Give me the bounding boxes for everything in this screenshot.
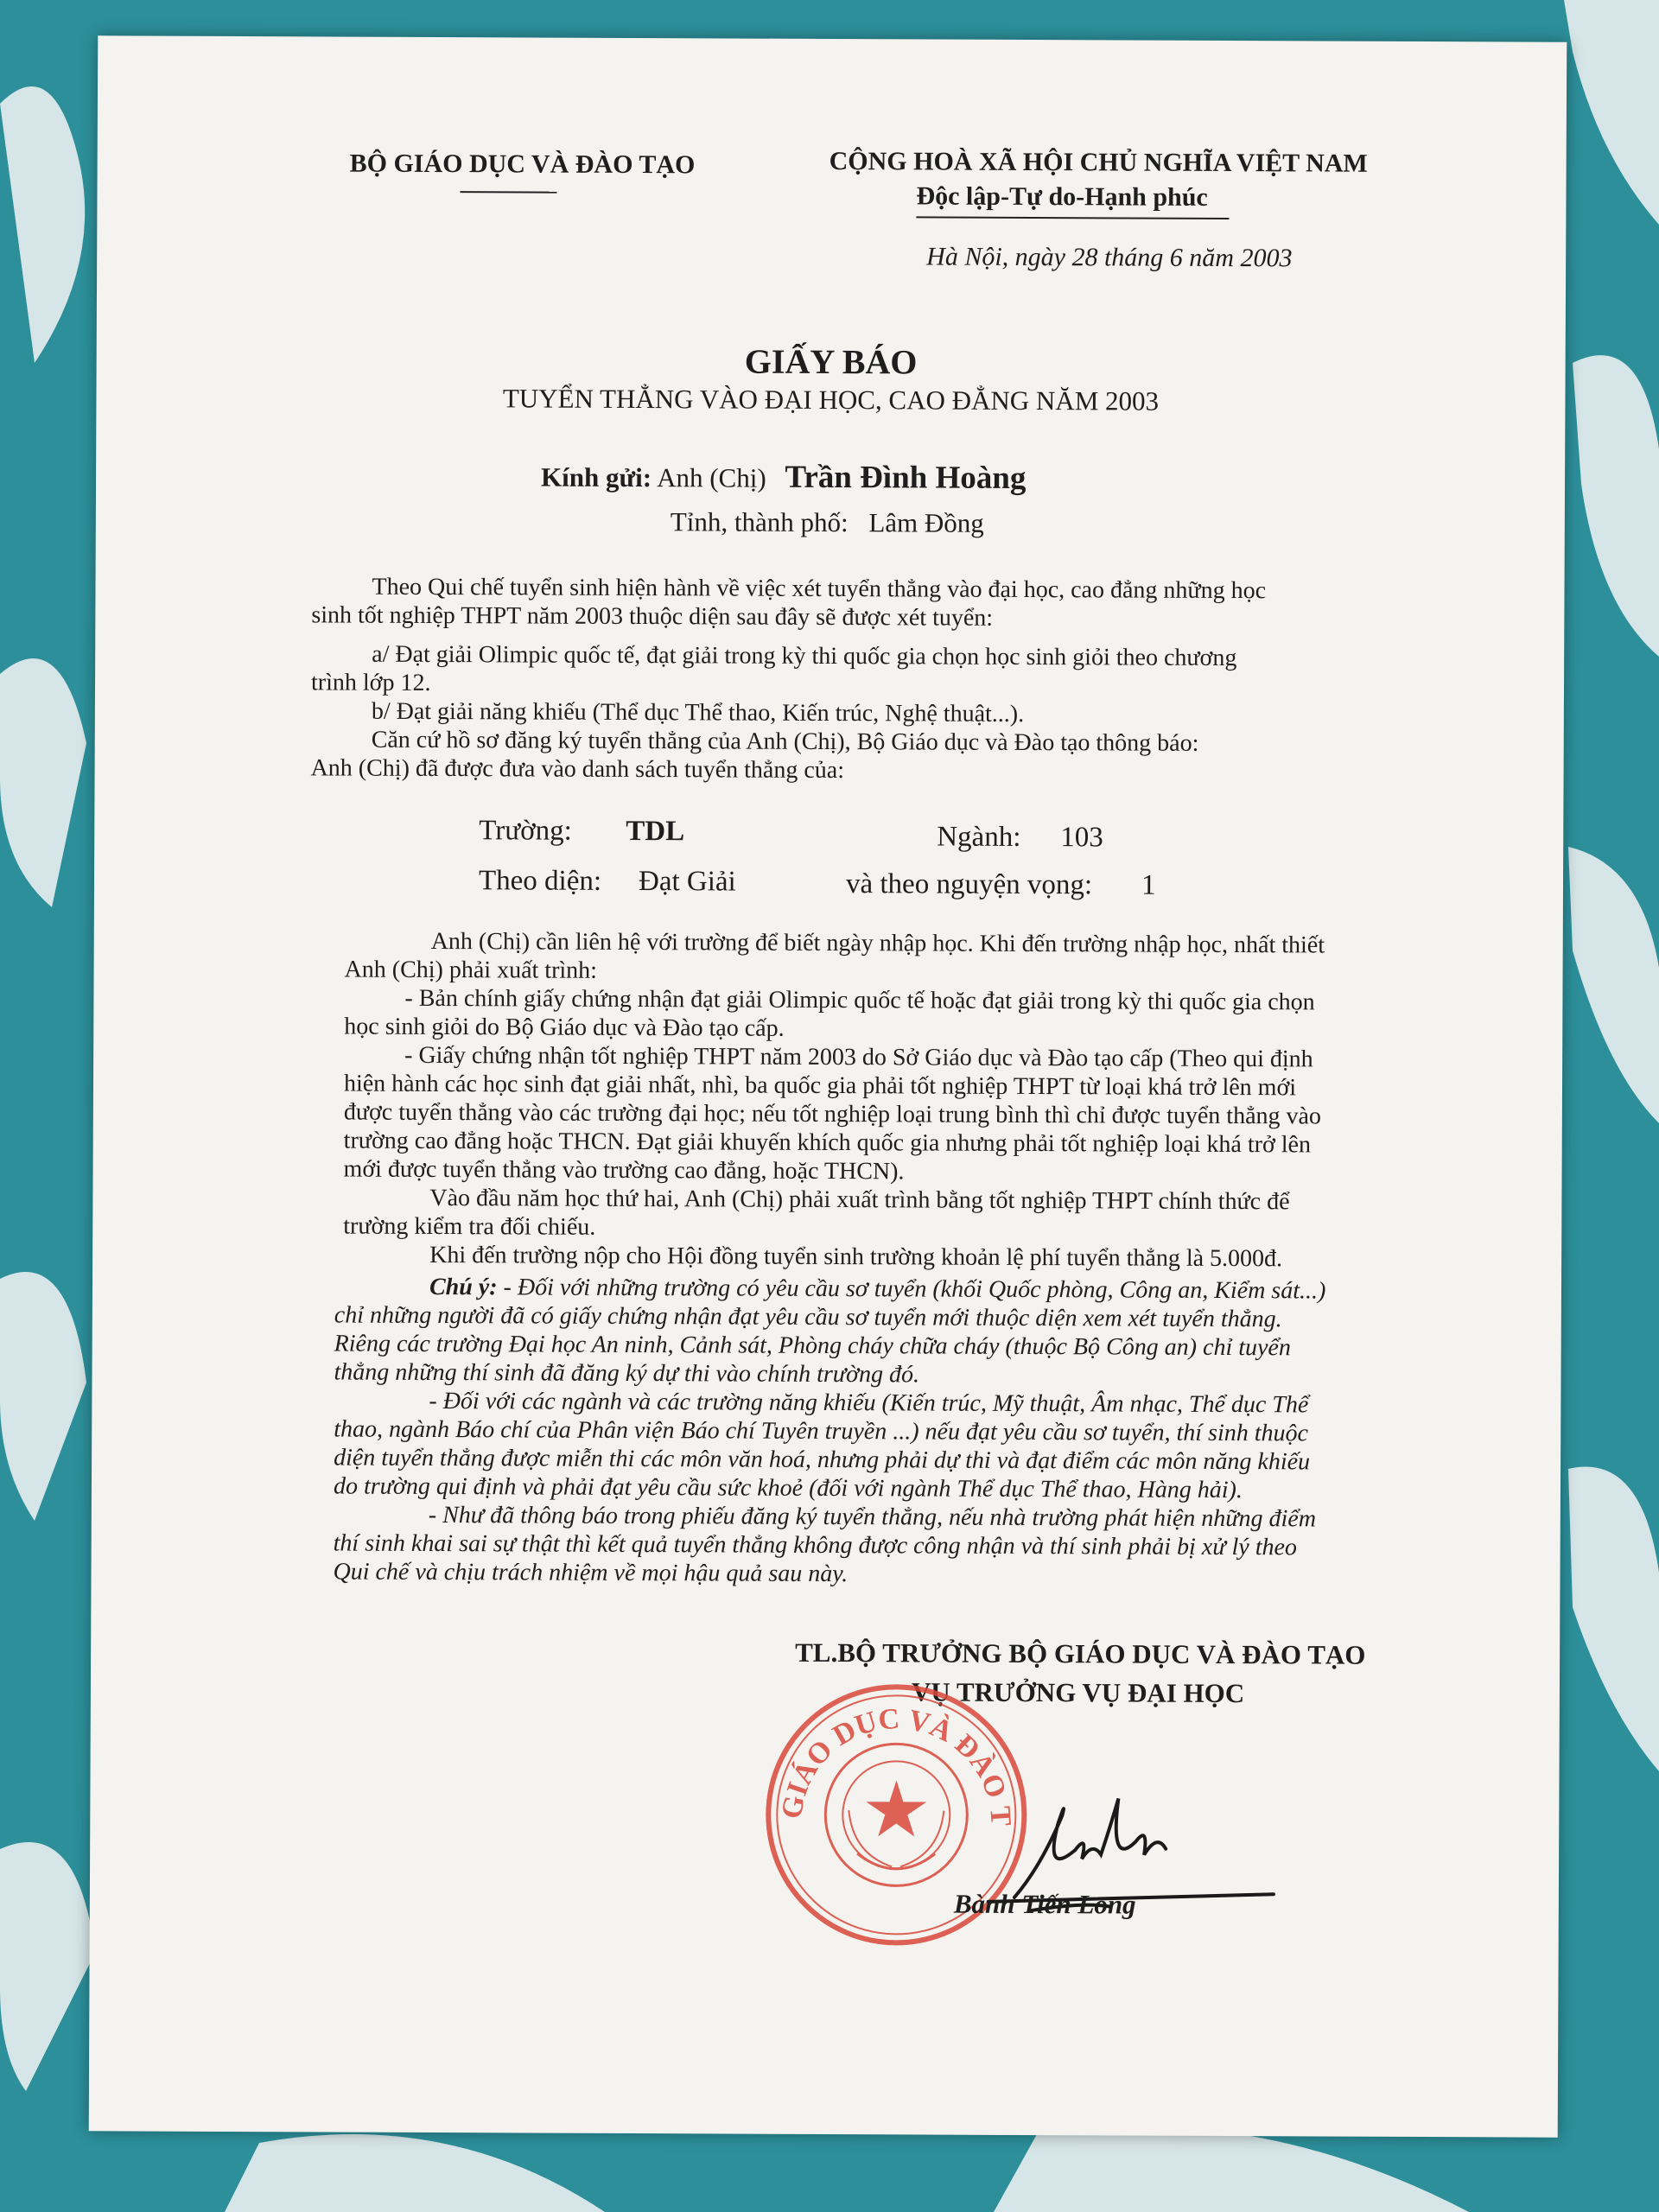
province-label: Tỉnh, thành phố: <box>670 506 849 538</box>
wish-value: 1 <box>1141 869 1156 901</box>
intro-line: Căn cứ hồ sơ đăng ký tuyển thẳng của Anh (Chị), Bộ Giáo dục và Đào tạo thông báo: <box>371 726 1199 757</box>
school-value: TDL <box>626 815 685 848</box>
body-line: trường kiểm tra đối chiếu. <box>343 1212 596 1241</box>
recipient-label: Anh (Chị) <box>657 462 766 493</box>
body-line: - Giấy chứng nhận tốt nghiệp THPT năm 2003 do Sở Giáo dục và Đào tạo cấp (Theo qui định <box>404 1041 1313 1073</box>
note-line: diện tuyển thẳng được miễn thi các môn văn hoá, nhưng phải dự thi và đạt điểm các môn năng khiếu <box>334 1444 1311 1476</box>
body-line: - Bản chính giấy chứng nhận đạt giải Olimpic quốc tế hoặc đạt giải trong kỳ thi quốc gia chọn <box>404 984 1315 1016</box>
body-line: mới được tuyển thẳng vào trường cao đẳng, hoặc THCN). <box>343 1155 905 1185</box>
intro-line: a/ Đạt giải Olimpic quốc tế, đạt giải trong kỳ thi quốc gia chọn học sinh giỏi theo chương <box>372 640 1237 672</box>
signature-title-2: VỤ TRƯỞNG VỤ ĐẠI HỌC <box>911 1676 1245 1709</box>
intro-line: b/ Đạt giải năng khiếu (Thể dục Thể thao, Kiến trúc, Nghệ thuật...). <box>371 697 1025 728</box>
note-line: Riêng các trường Đại học An ninh, Cảnh sát, Phòng cháy chữa cháy (thuộc Bộ Công an) chỉ tuyển <box>334 1330 1291 1362</box>
note-line: chỉ những người đã có giấy chứng nhận đạt yêu cầu sơ tuyển mới thuộc diện xem xét tuyển thẳng. <box>334 1301 1282 1333</box>
body-line: trường cao đẳng hoặc THCN. Đạt giải khuyến khích quốc gia nhưng phải tốt nghiệp loại khá trở lên <box>343 1127 1312 1159</box>
body-line: Anh (Chị) phải xuất trình: <box>344 956 598 984</box>
wish-label: và theo nguyện vọng: <box>845 868 1093 901</box>
body-line: học sinh giỏi do Bộ Giáo dục và Đào tạo cấp. <box>344 1013 785 1042</box>
intro-line: sinh tốt nghiệp THPT năm 2003 thuộc diện sau đây sẽ được xét tuyển: <box>311 601 994 632</box>
note-line: Qui chế và chịu trách nhiệm về mọi hậu quả sau này. <box>333 1558 849 1588</box>
body-line: Vào đầu năm học thứ hai, Anh (Chị) phải xuất trình bằng tốt nghiệp THPT chính thức để <box>429 1184 1290 1216</box>
note-line: thẳng những thí sinh đã đăng ký dự thi vào chính trường đó. <box>334 1358 920 1389</box>
document-title: GIẤY BÁO <box>744 341 918 382</box>
category-value: Đạt Giải <box>638 866 736 898</box>
note-first-line <box>334 1273 1440 1306</box>
place-date: Hà Nội, ngày 28 tháng 6 năm 2003 <box>926 242 1293 273</box>
school-label: Trường: <box>479 815 572 847</box>
body-line: Anh (Chị) cần liên hệ với trường để biết ngày nhập học. Khi đến trường nhập học, nhất thiết <box>430 927 1325 959</box>
body-line: hiện hành các học sinh đạt giải nhất, nhì, ba quốc gia phải tốt nghiệp THPT từ loại khá trở lên mới <box>343 1070 1297 1102</box>
province-value: Lâm Đồng <box>868 507 984 538</box>
body-line: được tuyển thẳng vào các trường đại học; nếu tốt nghiệp loại trung bình thì chỉ được tuyển thẳng vào <box>343 1098 1322 1130</box>
signatory-name: Bành Tiến Long <box>953 1888 1136 1920</box>
note-line: - Đối với các ngành và các trường năng khiếu (Kiến trúc, Mỹ thuật, Âm nhạc, Thể dục Thể <box>429 1387 1309 1419</box>
major-value: 103 <box>1060 822 1103 854</box>
note-paragraph <box>333 1273 1440 1592</box>
note-label: Chú ý: <box>429 1273 498 1301</box>
ministry-underline <box>461 191 557 193</box>
motto-underline <box>916 216 1229 219</box>
intro-line: Theo Qui chế tuyển sinh hiện hành về việc xét tuyển thẳng vào đại học, cao đẳng những học <box>372 573 1267 605</box>
province-line <box>671 506 984 539</box>
body-line: Khi đến trường nộp cho Hội đồng tuyển sinh trường khoản lệ phí tuyển thẳng là 5.000đ. <box>429 1241 1283 1273</box>
stamp-text: GIÁO DỤC VÀ ĐÀO TẠO <box>775 1702 1017 1827</box>
body-paragraph <box>343 927 1433 1274</box>
note-line: do trường qui định và phải đạt yêu cầu sức khoẻ (đối với ngành Thể dục Thể thao, Hàng hải). <box>333 1472 1243 1504</box>
major-label: Ngành: <box>937 821 1021 853</box>
note-line: - Đối với những trường có yêu cầu sơ tuyển (khối Quốc phòng, Công an, Kiểm sát...) <box>503 1274 1326 1305</box>
document-paper <box>89 35 1567 2137</box>
category-label: Theo diện: <box>478 865 602 897</box>
note-line: - Như đã thông báo trong phiếu đăng ký tuyển thẳng, nếu nhà trường phát hiện những điểm <box>428 1501 1317 1533</box>
recipient-line <box>541 458 1027 497</box>
ministry-name: BỘ GIÁO DỤC VÀ ĐÀO TẠO <box>349 149 696 180</box>
document-subtitle: TUYỂN THẲNG VÀO ĐẠI HỌC, CAO ĐẲNG NĂM 2003 <box>502 383 1160 416</box>
intro-line: Anh (Chị) đã được đưa vào danh sách tuyển thẳng của: <box>310 754 845 785</box>
signature-title-1: TL.BỘ TRƯỞNG BỘ GIÁO DỤC VÀ ĐÀO TẠO <box>795 1637 1366 1670</box>
recipient-label-bold: Kính gửi: <box>540 461 652 493</box>
note-line: thao, ngành Báo chí của Phân viện Báo chí Tuyên truyền ...) nếu đạt yêu cầu sơ tuyển, thí sinh thuộc <box>334 1415 1309 1447</box>
recipient-name: Trần Đình Hoàng <box>785 459 1027 496</box>
national-motto: Độc lập-Tự do-Hạnh phúc <box>916 181 1208 212</box>
republic-name: CỘNG HOÀ XÃ HỘI CHỦ NGHĨA VIỆT NAM <box>829 146 1368 178</box>
intro-paragraph <box>311 572 1349 786</box>
note-line: thí sinh khai sai sự thật thì kết quả tuyển thẳng không được công nhận và thí sinh phải bị xử lý theo <box>333 1529 1298 1561</box>
intro-line: trình lớp 12. <box>310 669 431 696</box>
